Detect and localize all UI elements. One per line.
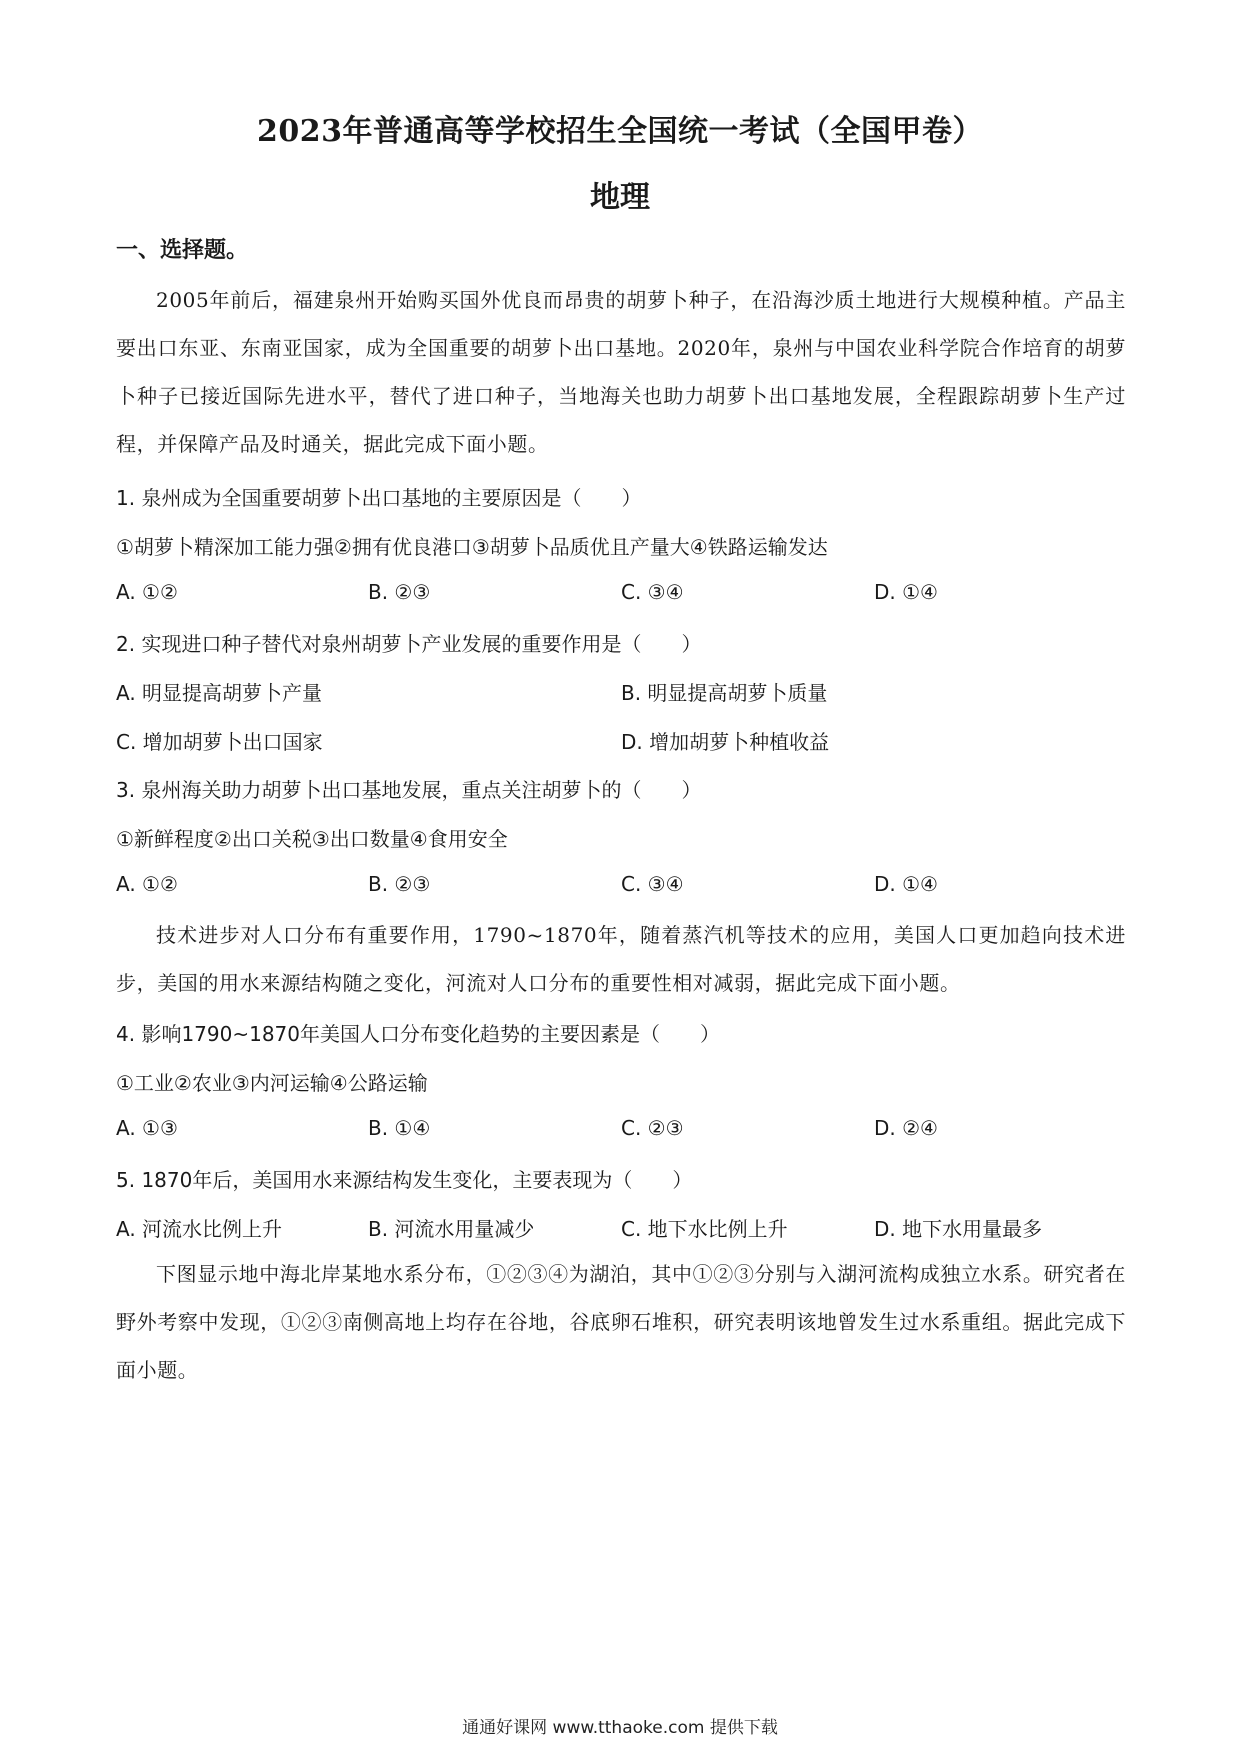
- question-1-items: ①胡萝卜精深加工能力强②拥有优良港口③胡萝卜品质优且产量大④铁路运输发达: [116, 535, 828, 559]
- question-4-items: ①工业②农业③内河运输④公路运输: [116, 1071, 428, 1095]
- passage-3: 下图显示地中海北岸某地水系分布，①②③④为湖泊，其中①②③分别与入湖河流构成独立水系。研究者在野外考察中发现，①②③南侧高地上均存在谷地，谷底卵石堆积，研究表明该地曾发生过水系重组。据此完成下面小题。: [116, 1262, 1126, 1382]
- question-5-option-c[interactable]: C. 地下水比例上升: [621, 1217, 788, 1241]
- question-1-option-d[interactable]: D. ①④: [874, 580, 938, 604]
- question-4-option-a[interactable]: A. ①③: [116, 1116, 178, 1140]
- question-1-stem: 1. 泉州成为全国重要胡萝卜出口基地的主要原因是（ ）: [116, 486, 642, 510]
- question-3-option-b[interactable]: B. ②③: [368, 872, 431, 896]
- question-2-stem: 2. 实现进口种子替代对泉州胡萝卜产业发展的重要作用是（ ）: [116, 632, 702, 656]
- question-5-stem: 5. 1870年后，美国用水来源结构发生变化，主要表现为（ ）: [116, 1168, 693, 1192]
- question-3-stem: 3. 泉州海关助力胡萝卜出口基地发展，重点关注胡萝卜的（ ）: [116, 778, 702, 802]
- passage-2: 技术进步对人口分布有重要作用，1790~1870年，随着蒸汽机等技术的应用，美国人口更加趋向技术进步，美国的用水来源结构随之变化，河流对人口分布的重要性相对减弱，据此完成下面小题。: [116, 923, 1126, 995]
- question-2-option-d[interactable]: D. 增加胡萝卜种植收益: [621, 730, 830, 754]
- question-2-option-b[interactable]: B. 明显提高胡萝卜质量: [621, 681, 828, 705]
- question-3-option-d[interactable]: D. ①④: [874, 872, 938, 896]
- exam-subject: 地理: [590, 180, 650, 215]
- footer-source: 通通好课网 www.tthaoke.com 提供下载: [462, 1718, 778, 1738]
- question-3-option-a[interactable]: A. ①②: [116, 872, 178, 896]
- question-4-option-b[interactable]: B. ①④: [368, 1116, 431, 1140]
- question-1-option-b[interactable]: B. ②③: [368, 580, 431, 604]
- question-5-option-d[interactable]: D. 地下水用量最多: [874, 1217, 1043, 1241]
- passage-1: 2005年前后，福建泉州开始购买国外优良而昂贵的胡萝卜种子，在沿海沙质土地进行大规模种植。产品主要出口东亚、东南亚国家，成为全国重要的胡萝卜出口基地。2020年，泉州与中国农业科学院合作培育的胡萝卜种子已接近国际先进水平，替代了进口种子，当地海关也助力胡萝卜出口基地发展，全程跟踪胡萝卜生产过程，并保障产品及时通关，据此完成下面小题。: [116, 288, 1126, 456]
- question-4-option-c[interactable]: C. ②③: [621, 1116, 684, 1140]
- question-2-option-a[interactable]: A. 明显提高胡萝卜产量: [116, 681, 323, 705]
- section-title: 一、选择题。: [116, 238, 249, 263]
- question-4-stem: 4. 影响1790~1870年美国人口分布变化趋势的主要因素是（ ）: [116, 1022, 720, 1046]
- question-3-items: ①新鲜程度②出口关税③出口数量④食用安全: [116, 827, 508, 851]
- question-2-option-c[interactable]: C. 增加胡萝卜出口国家: [116, 730, 323, 754]
- question-5-option-b[interactable]: B. 河流水用量减少: [368, 1217, 535, 1241]
- exam-title: 2023年普通高等学校招生全国统一考试（全国甲卷）: [257, 114, 983, 149]
- question-3-option-c[interactable]: C. ③④: [621, 872, 684, 896]
- question-1-option-a[interactable]: A. ①②: [116, 580, 178, 604]
- question-1-option-c[interactable]: C. ③④: [621, 580, 684, 604]
- question-5-option-a[interactable]: A. 河流水比例上升: [116, 1217, 283, 1241]
- question-4-option-d[interactable]: D. ②④: [874, 1116, 938, 1140]
